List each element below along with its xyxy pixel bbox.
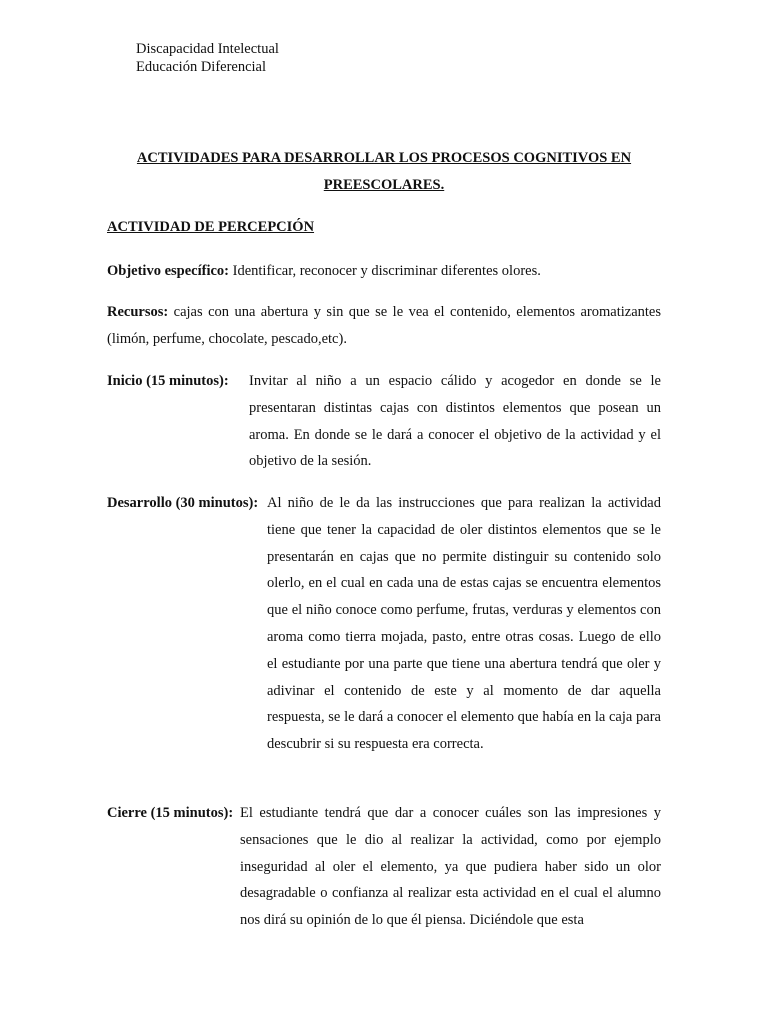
cierre-text: El estudiante tendrá que dar a conocer cuáles son las impresiones y sensaciones que le dio al realizar la actividad, como por ejemplo inseguridad al oler el elemento, ya que pudiera haber sido un olor desagradable o confianza al realizar esta actividad en el cual el alumno nos dirá su opinión de lo que él piensa. Diciéndole que esta: [240, 805, 661, 929]
inicio-label: Inicio (15 minutos):: [107, 373, 229, 389]
recursos-text: cajas con una abertura y sin que se le vea el contenido, elementos aromatizantes (limón, perfume, chocolate, pescado,etc).: [107, 304, 661, 347]
objetivo-label: Objetivo específico:: [107, 263, 230, 279]
desarrollo-text: Al niño de le da las instrucciones que para realizan la actividad tiene que tener la capacidad de oler distintos elementos que se le presentarán en cajas que no permite distinguir su contenido solo olerlo, en el cual en cada una de estas cajas se encuentra elementos que el niño conoce como perfume, frutas, verduras y elementos con aroma como tierra mojada, pasto, entre otras cosas. Luego de ello el estudiante por una parte que tiene una abertura tendrá que oler y adivinar el contenido de este y al momento de dar aquella respuesta, se le dará a conocer el elemento que había en la caja para descubrir si su respuesta era correcta.: [267, 495, 661, 753]
activity-heading: ACTIVIDAD DE PERCEPCIÓN: [107, 219, 315, 235]
objetivo-text: Identificar, reconocer y discriminar diferentes olores.: [232, 263, 541, 279]
desarrollo-section: [107, 490, 661, 758]
inicio-text: Invitar al niño a un espacio cálido y acogedor en donde se le presentaran distintas cajas con distintos elementos que posean un aroma. En donde se le dará a conocer el objetivo de la actividad y el objetivo de la sesión.: [249, 373, 661, 470]
header-line-program: Educación Diferencial: [136, 59, 267, 75]
cierre-label: Cierre (15 minutos):: [107, 805, 234, 821]
header-line-course: Discapacidad Intelectual: [136, 41, 279, 57]
inicio-section: [107, 368, 661, 475]
desarrollo-label: Desarrollo (30 minutos):: [107, 495, 259, 511]
recursos-label: Recursos:: [107, 304, 169, 320]
document-title: ACTIVIDADES PARA DESARROLLAR LOS PROCESOS COGNITIVOS EN PREESCOLARES.: [136, 150, 632, 193]
recursos-paragraph: [107, 299, 661, 353]
objetivo-paragraph: [107, 258, 661, 285]
document-header: [136, 40, 279, 76]
cierre-section: [107, 800, 661, 934]
